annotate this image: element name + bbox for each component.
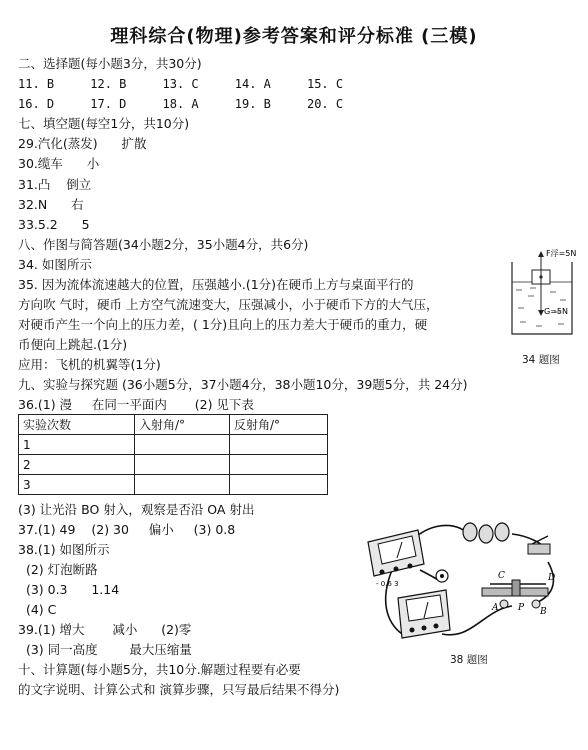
- section-8-heading: 八、作图与简答题(34小题2分，35小题4分，共6分): [18, 237, 309, 252]
- label-b: B: [540, 607, 547, 617]
- label-d: D: [548, 573, 556, 583]
- gravity-label: G=5N: [544, 307, 568, 316]
- answer-31: 31.凸 倒立: [18, 177, 92, 192]
- figure-34-caption: 34 题图: [522, 354, 560, 366]
- section-9-heading: 九、实验与探究题 (36小题5分，37小题4分，38小题10分，39题5分，共 24分): [18, 377, 468, 392]
- answer-37: 37.(1) 49 (2) 30 偏小 (3) 0.8: [18, 522, 236, 537]
- table-row: [19, 475, 328, 495]
- answer-35-line-3: 对硬币产生一个向上的压力差，( 1分)且向上的压力差大于硬币的重力，硬: [18, 317, 428, 332]
- table-cell: 1: [19, 435, 135, 455]
- section-10-heading: 十、计算题(每小题5分，共10分.解题过程要有必要: [18, 662, 301, 677]
- answer-34: 34. 如图所示: [18, 257, 92, 272]
- answer-30: 30.缆车 小: [18, 156, 100, 171]
- table-row: [19, 435, 328, 455]
- table-cell: 2: [19, 455, 135, 475]
- table-cell: [135, 455, 230, 475]
- answer-38-line-1: 38.(1) 如图所示: [18, 542, 110, 557]
- section-7-heading: 七、填空题(每空1分，共10分): [18, 116, 190, 131]
- table-cell: [230, 435, 328, 455]
- label-c: C: [498, 571, 505, 581]
- answer-38-line-3: (3) 0.3 1.14: [18, 582, 120, 597]
- table-cell: [135, 475, 230, 495]
- answer-35-line-2: 方向吹 气时，硬币 上方空气流速变大，压强减小，小于硬币下方的大气压，: [18, 297, 439, 312]
- label-p: P: [518, 603, 525, 613]
- answer-35-line-1: 35. 因为流体流速越大的位置，压强越小.(1分)在硬币上方与桌面平行的: [18, 277, 414, 292]
- table-cell: [230, 455, 328, 475]
- table-cell: 3: [19, 475, 135, 495]
- meter-scale-label: - 0.6 3: [376, 580, 399, 588]
- table-cell: [135, 435, 230, 455]
- page-title: 理科综合(物理)参考答案和评分标准 (三模): [110, 26, 478, 47]
- table-header: 反射角/°: [230, 415, 328, 435]
- answer-29: 29.汽化(蒸发) 扩散: [18, 136, 147, 151]
- answer-35-line-4: 币便向上跳起.(1分): [18, 337, 128, 352]
- section-10-heading-cont: 的文字说明、计算公式和 演算步骤，只写最后结果不得分): [18, 682, 340, 697]
- table-cell: [230, 475, 328, 495]
- answer-38-line-2: (2) 灯泡断路: [18, 562, 98, 577]
- buoyancy-label: F浮=5N: [546, 249, 577, 258]
- answers-11-15: 11. B 12. B 13. C 14. A 15. C: [18, 77, 344, 91]
- answer-36-part-3: (3) 让光沿 BO 射入，观察是否沿 OA 射出: [18, 502, 255, 517]
- table-header: 入射角/°: [135, 415, 230, 435]
- figure-34-diagram: [506, 248, 578, 348]
- experiment-table: [18, 414, 328, 495]
- answer-32: 32.N 右: [18, 197, 84, 212]
- section-2-heading: 二、选择题(每小题3分，共30分): [18, 56, 202, 71]
- answer-39-line-2: (3) 同一高度 最大压缩量: [18, 642, 192, 657]
- table-row: [19, 455, 328, 475]
- answers-16-20: 16. D 17. D 18. A 19. B 20. C: [18, 97, 344, 111]
- figure-38-caption: 38 题图: [450, 654, 488, 666]
- table-header-row: [19, 415, 328, 435]
- application-line: 应用：飞机的机翼等(1分): [18, 357, 161, 372]
- answer-38-line-4: (4) C: [18, 602, 57, 617]
- answer-36: 36.(1) 漫 在同一平面内 (2) 见下表: [18, 397, 254, 412]
- label-a: A: [492, 603, 499, 613]
- table-header: 实验次数: [19, 415, 135, 435]
- answer-33: 33.5.2 5: [18, 217, 90, 232]
- answer-39-line-1: 39.(1) 增大 减小 (2)零: [18, 622, 192, 637]
- figure-38-circuit: [362, 510, 562, 648]
